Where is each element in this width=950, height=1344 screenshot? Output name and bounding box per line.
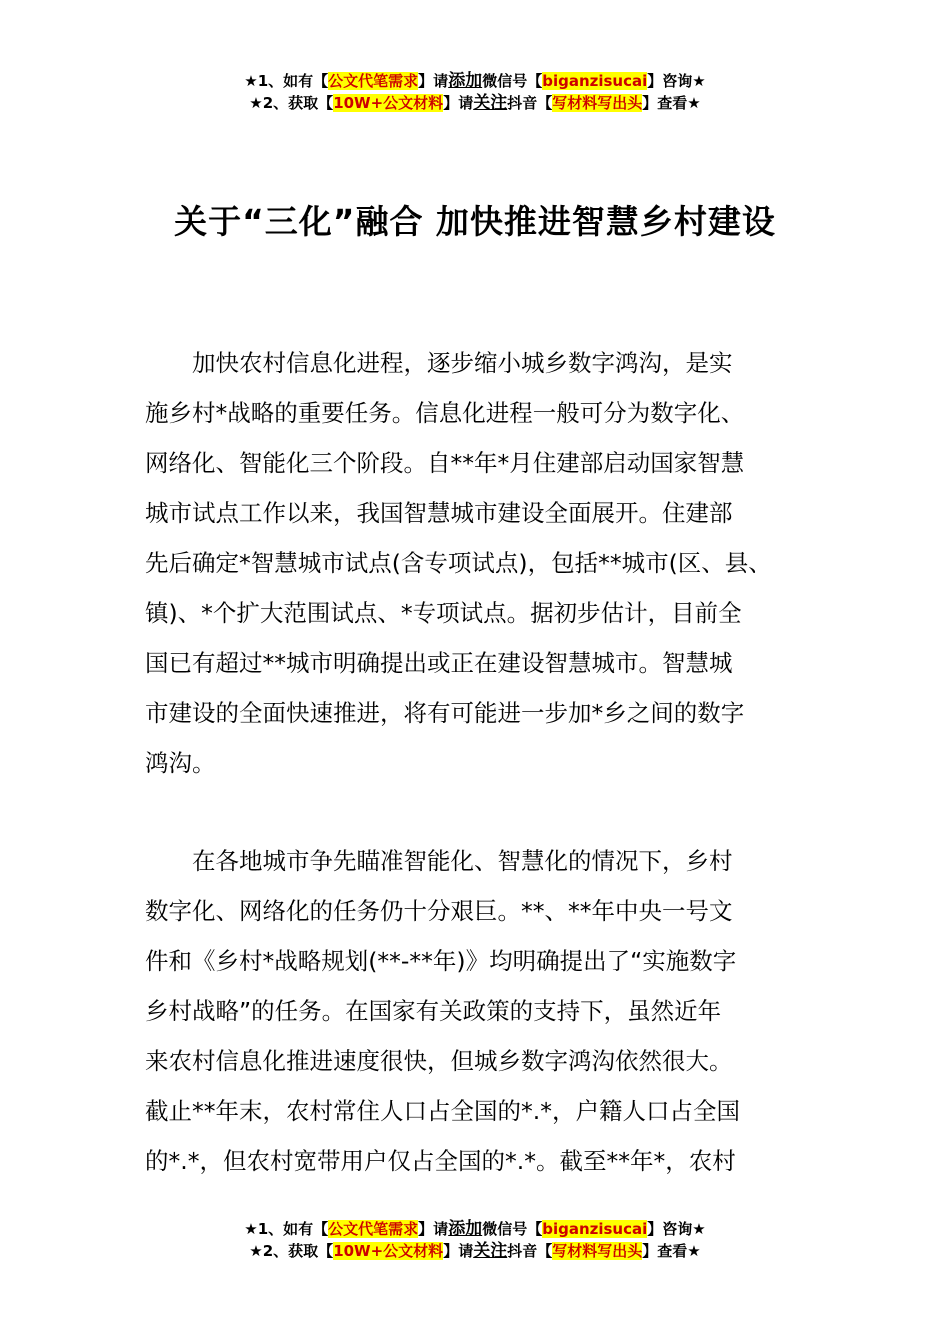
text-line: 国已有超过**城市明确提出或正在建设智慧城市。智慧城 [145, 649, 733, 677]
banner-line-2 [0, 92, 950, 114]
text-line: 来农村信息化推进速度很快，但城乡数字鸿沟依然很大。 [145, 1047, 733, 1075]
banner-text: 】请 [443, 1242, 474, 1260]
banner-highlight: 公文代笔需求 [328, 72, 419, 90]
text-line: 鸿沟。 [145, 749, 216, 777]
document-title: 关于“三化”融合 加快推进智慧乡村建设 [174, 202, 776, 241]
paragraph-1 [145, 338, 810, 788]
text-line: 先后确定*智慧城市试点(含专项试点)，包括**城市(区、县、 [145, 549, 772, 577]
banner-highlight: 10W+公文材料 [333, 94, 444, 112]
banner-text: 】咨询★ [647, 1220, 706, 1238]
banner-text: 】咨询★ [647, 72, 706, 90]
banner-text: ★1、如有【 [244, 72, 329, 90]
text-line: 网络化、智能化三个阶段。自**年*月住建部启动国家智慧 [145, 449, 745, 477]
banner-douyin-id: 写材料写出头 [552, 1242, 643, 1260]
text-line: 在各地城市争先瞄准智能化、智慧化的情况下，乡村 [145, 847, 733, 875]
banner-text: 抖音【 [507, 1242, 553, 1260]
text-line: 施乡村*战略的重要任务。信息化进程一般可分为数字化、 [145, 399, 745, 427]
footer-banner [0, 1218, 950, 1262]
banner-text: 】请 [418, 1220, 449, 1238]
paragraph-2 [145, 836, 810, 1186]
banner-text: 微信号【 [482, 72, 543, 90]
banner-text: 微信号【 [482, 1220, 543, 1238]
banner-line-1 [0, 1218, 950, 1240]
text-line: 乡村战略”的任务。在国家有关政策的支持下，虽然近年 [145, 997, 722, 1025]
text-line: 加快农村信息化进程，逐步缩小城乡数字鸿沟，是实 [145, 349, 733, 377]
banner-highlight: 公文代笔需求 [328, 1220, 419, 1238]
banner-wechat-id: biganzisucai [542, 72, 648, 90]
banner-text: ★2、获取【 [249, 94, 334, 112]
banner-douyin-id: 写材料写出头 [552, 94, 643, 112]
banner-underline: 关注 [473, 1241, 508, 1261]
banner-text: 】查看★ [642, 94, 701, 112]
banner-highlight: 10W+公文材料 [333, 1242, 444, 1260]
banner-wechat-id: biganzisucai [542, 1220, 648, 1238]
banner-underline: 添加 [448, 1219, 483, 1239]
banner-line-2 [0, 1240, 950, 1262]
banner-line-1 [0, 70, 950, 92]
text-line: 件和《乡村*战略规划(**-**年)》均明确提出了“实施数字 [145, 947, 737, 975]
text-line: 的*.*，但农村宽带用户仅占全国的*.*。截至**年*，农村 [145, 1147, 736, 1175]
banner-text: ★1、如有【 [244, 1220, 329, 1238]
banner-text: 抖音【 [507, 94, 553, 112]
banner-text: ★2、获取【 [249, 1242, 334, 1260]
text-line: 城市试点工作以来，我国智慧城市建设全面展开。住建部 [145, 499, 733, 527]
header-banner [0, 70, 950, 114]
banner-underline: 关注 [473, 93, 508, 113]
banner-text: 】请 [443, 94, 474, 112]
text-line: 截止**年末，农村常住人口占全国的*.*，户籍人口占全国 [145, 1097, 740, 1125]
banner-text: 】请 [418, 72, 449, 90]
banner-text: 】查看★ [642, 1242, 701, 1260]
text-line: 数字化、网络化的任务仍十分艰巨。**、**年中央一号文 [145, 897, 733, 925]
banner-underline: 添加 [448, 71, 483, 91]
text-line: 镇)、*个扩大范围试点、*专项试点。据初步估计，目前全 [145, 599, 742, 627]
text-line: 市建设的全面快速推进，将有可能进一步加*乡之间的数字 [145, 699, 745, 727]
